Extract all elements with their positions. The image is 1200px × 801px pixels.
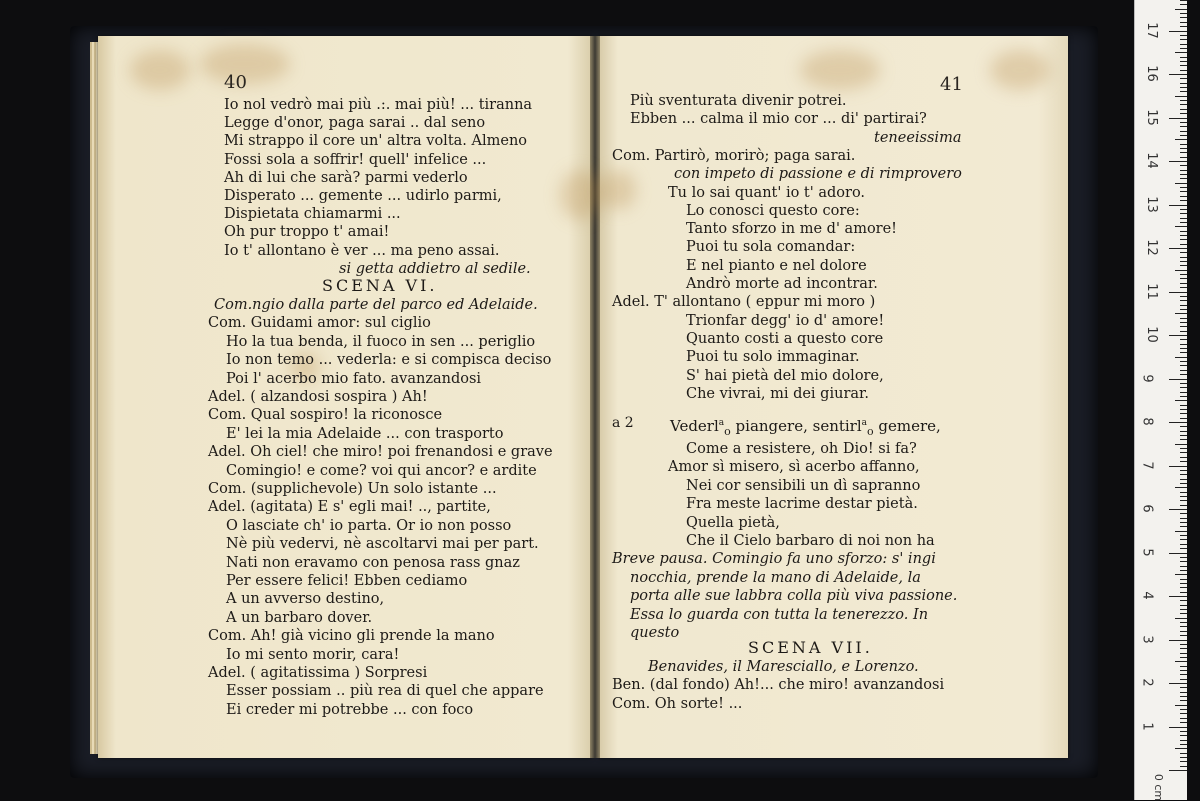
text-line: Come a resistere, oh Dio! si fa? [686, 441, 917, 457]
ruler-tick [1169, 205, 1187, 206]
text-line: Esser possiam .. più rea di quel che appare [226, 683, 544, 700]
ruler-tick [1169, 292, 1187, 293]
ruler-tick [1180, 635, 1187, 636]
text-line: con impeto di passione e di rimprovero [674, 166, 962, 183]
ruler-tick [1180, 70, 1187, 71]
ruler-tick [1169, 640, 1187, 641]
ruler-tick [1180, 261, 1187, 262]
ruler-tick [1180, 448, 1187, 449]
ruler-number: 17 [1143, 21, 1159, 39]
ruler-tick [1180, 657, 1187, 658]
duet-line: Vederl$^a_o$ piangere, sentirl$^a_o$ gemere, [670, 417, 941, 438]
ruler-tick [1180, 496, 1187, 497]
ruler-tick [1180, 483, 1187, 484]
text-line: Lo conosci questo core: [686, 202, 860, 219]
ruler-tick [1180, 670, 1187, 671]
ruler-tick [1175, 487, 1187, 488]
ruler-tick [1180, 557, 1187, 558]
ruler-number: 11 [1143, 282, 1159, 300]
text-line: Fra meste lacrime destar pietà. [686, 496, 918, 513]
text-line: Che vivrai, mi dei giurar. [686, 385, 869, 402]
text-line: questo [630, 625, 680, 641]
ruler-tick [1180, 35, 1187, 36]
ruler-tick [1180, 626, 1187, 627]
text-line: Fossi sola a soffrir! quell' infelice ... [224, 151, 487, 168]
ruler-tick [1180, 109, 1187, 110]
ruler-tick [1180, 0, 1187, 1]
ruler-tick [1175, 661, 1187, 662]
ruler-tick [1180, 57, 1187, 58]
text-line: S' hai pietà del mio dolore, [686, 367, 884, 384]
ruler-tick [1180, 78, 1187, 79]
ruler-tick [1180, 518, 1187, 519]
ruler-tick [1180, 187, 1187, 188]
ruler-tick [1180, 405, 1187, 406]
ruler-tick [1180, 492, 1187, 493]
ruler-tick [1180, 592, 1187, 593]
text-line: Andrò morte ad incontrar. [686, 276, 878, 292]
text-line: Com. Guidami amor: sul ciglio [208, 315, 431, 332]
text-line: Com. Ah! già vicino gli prende la mano [208, 628, 495, 645]
ruler-tick [1180, 370, 1187, 371]
ruler-tick [1169, 422, 1187, 423]
scene-heading: SCENA VII. [748, 638, 873, 657]
ruler-number: 5 [1139, 547, 1155, 557]
ruler-tick [1180, 17, 1187, 18]
ruler-tick [1169, 770, 1187, 771]
ruler-tick [1180, 252, 1187, 253]
ruler-tick [1169, 727, 1187, 728]
ruler-tick [1175, 400, 1187, 401]
ruler-number: 15 [1143, 108, 1159, 126]
ruler-tick [1175, 313, 1187, 314]
ruler-tick [1180, 274, 1187, 275]
text-line: Disperato ... gemente ... udirlo parmi, [224, 188, 502, 204]
text-line: Com.ngio dalla parte del parco ed Adelaide. [214, 297, 538, 313]
ruler-tick [1180, 178, 1187, 179]
ruler-tick [1180, 600, 1187, 601]
ruler-tick [1180, 318, 1187, 319]
ruler-tick [1180, 570, 1187, 571]
scene-heading: SCENA VI. [322, 276, 438, 295]
text-line: Poi l' acerbo mio fato. avanzandosi [226, 370, 482, 387]
text-line: Io nol vedrò mai più .:. mai più! ... tiranna [224, 97, 533, 113]
ruler-tick [1180, 409, 1187, 410]
text-line: Adel. T' allontano ( eppur mi moro ) [612, 294, 876, 311]
ruler-tick [1169, 31, 1187, 32]
text-line: Adel. ( alzandosi sospira ) Ah! [208, 389, 428, 405]
text-line: Nei cor sensibili un dì sapranno [686, 477, 921, 494]
ruler-tick [1180, 170, 1187, 171]
ruler-tick [1180, 22, 1187, 23]
ruler-tick [1180, 583, 1187, 584]
ruler-tick [1180, 526, 1187, 527]
ruler-number: 14 [1143, 152, 1159, 169]
ruler-tick [1180, 744, 1187, 745]
text-line: Ho la tua benda, il fuoco in sen ... periglio [226, 333, 536, 350]
ruler-tick [1180, 579, 1187, 580]
ruler-number: 1 [1139, 721, 1155, 731]
ruler-tick [1180, 505, 1187, 506]
ruler-tick [1169, 161, 1187, 162]
ruler-tick [1180, 548, 1187, 549]
ruler-tick [1180, 122, 1187, 123]
ruler-tick [1169, 596, 1187, 597]
ruler-tick [1180, 513, 1187, 514]
ruler-tick [1180, 100, 1187, 101]
ruler-tick [1180, 631, 1187, 632]
ruler-tick [1180, 87, 1187, 88]
ruler-tick [1180, 413, 1187, 414]
ruler-tick [1180, 679, 1187, 680]
ruler-tick [1180, 587, 1187, 588]
ruler-tick [1180, 191, 1187, 192]
ruler-number: 7 [1139, 460, 1155, 470]
ruler-number: 16 [1143, 65, 1159, 82]
text-line: Tanto sforzo in me d' amore! [686, 221, 898, 238]
text-line: A un avverso destino, [226, 591, 385, 608]
text-line: A un barbaro dover. [226, 609, 373, 626]
ruler-tick [1180, 735, 1187, 736]
ruler-tick [1180, 718, 1187, 719]
ruler-tick [1180, 435, 1187, 436]
text-line: porta alle sue labbra colla più viva passione. [630, 588, 958, 605]
ruler-tick [1180, 222, 1187, 223]
text-line: Che il Cielo barbaro di noi non ha [686, 533, 935, 549]
ruler-tick [1180, 305, 1187, 306]
ruler-tick [1180, 209, 1187, 210]
ruler-tick [1180, 83, 1187, 84]
ruler-tick [1180, 731, 1187, 732]
ruler-tick [1180, 157, 1187, 158]
ruler-tick [1180, 566, 1187, 567]
ruler-tick [1175, 705, 1187, 706]
ruler-tick [1169, 118, 1187, 119]
ruler-tick [1180, 104, 1187, 105]
text-line: O lasciate ch' io parta. Or io non posso [226, 517, 512, 534]
ruler-tick [1180, 13, 1187, 14]
ruler-tick [1180, 692, 1187, 693]
ruler-tick [1180, 152, 1187, 153]
ruler-tick [1180, 352, 1187, 353]
ruler-tick [1180, 457, 1187, 458]
text-line: Nati non eravamo con penosa rass gnaz [226, 554, 520, 571]
text-line: Essa lo guarda con tutta la tenerezzo. In [630, 606, 929, 623]
text-line: Adel. Oh ciel! che miro! poi frenandosi e grave [208, 444, 553, 461]
ruler-tick [1180, 461, 1187, 462]
text-line: E nel pianto e nel dolore [686, 257, 867, 274]
ruler-tick [1180, 674, 1187, 675]
foxing-stain [130, 50, 190, 90]
ruler-tick [1175, 531, 1187, 532]
ruler-tick [1180, 239, 1187, 240]
ruler-tick [1180, 113, 1187, 114]
text-line: Tu lo sai quant' io t' adoro. [668, 184, 866, 201]
text-line: Com. Qual sospiro! la riconosce [208, 407, 443, 424]
text-line: Ben. (dal fondo) Ah!... che miro! avanzandosi [612, 677, 945, 694]
ruler-tick [1175, 96, 1187, 97]
ruler-tick [1180, 265, 1187, 266]
text-line: E' lei la mia Adelaide ... con trasporto [226, 425, 504, 442]
ruler-tick [1180, 91, 1187, 92]
ruler-tick [1180, 283, 1187, 284]
ruler-tick [1180, 131, 1187, 132]
text-line: Io non temo ... vederla: e si compisca deciso [226, 352, 552, 369]
ruler-tick [1180, 753, 1187, 754]
ruler-tick [1169, 683, 1187, 684]
text-line: Benavides, il Maresciallo, e Lorenzo. [648, 659, 919, 675]
ruler-tick [1180, 218, 1187, 219]
ruler-tick [1180, 653, 1187, 654]
ruler-tick [1180, 374, 1187, 375]
text-line: Trionfar degg' io d' amore! [686, 312, 885, 329]
foxing-stain [990, 50, 1050, 90]
ruler-tick [1180, 174, 1187, 175]
ruler-tick [1180, 322, 1187, 323]
ruler-number: 2 [1139, 678, 1155, 687]
ruler-tick [1180, 470, 1187, 471]
ruler-tick [1180, 235, 1187, 236]
ruler-tick [1169, 553, 1187, 554]
ruler-tick [1180, 722, 1187, 723]
ruler-tick [1180, 648, 1187, 649]
ruler-tick [1180, 148, 1187, 149]
ruler-tick [1180, 396, 1187, 397]
ruler-tick [1175, 226, 1187, 227]
book-gutter [590, 36, 600, 758]
ruler-tick [1175, 52, 1187, 53]
left-page-number: 40 [224, 72, 247, 93]
ruler-tick [1180, 609, 1187, 610]
text-line: Comingio! e come? voi qui ancor? e ardite [226, 462, 537, 479]
ruler-number: 9 [1139, 373, 1155, 383]
ruler-tick [1180, 126, 1187, 127]
ruler-tick [1175, 748, 1187, 749]
ruler-tick [1175, 9, 1187, 10]
ruler-tick [1180, 309, 1187, 310]
text-line: Io mi sento morir, cara! [226, 646, 400, 663]
foxing-stain [560, 170, 600, 220]
ruler-tick [1180, 766, 1187, 767]
text-line: Puoi tu sola comandar: [686, 239, 856, 256]
text-line: teneeissima [874, 129, 962, 146]
ruler-tick [1180, 522, 1187, 523]
ruler-tick [1175, 574, 1187, 575]
ruler-tick [1180, 383, 1187, 384]
ruler-tick [1180, 474, 1187, 475]
ruler-tick [1180, 426, 1187, 427]
text-line: Amor sì misero, sì acerbo affanno, [668, 459, 920, 476]
ruler-tick [1180, 418, 1187, 419]
ruler-tick [1180, 431, 1187, 432]
ruler-tick [1180, 539, 1187, 540]
ruler-tick [1180, 287, 1187, 288]
ruler-tick [1180, 561, 1187, 562]
ruler-tick [1180, 331, 1187, 332]
ruler-tick [1180, 39, 1187, 40]
text-line: Legge d'onor, paga sarai .. dal seno [224, 115, 486, 132]
ruler-tick [1169, 335, 1187, 336]
ruler-number: 4 [1139, 591, 1155, 600]
text-line: Com. Partirò, morirò; paga sarai. [612, 147, 856, 164]
ruler-tick [1180, 613, 1187, 614]
ruler-tick [1180, 326, 1187, 327]
ruler-tick [1180, 26, 1187, 27]
ruler-tick [1180, 361, 1187, 362]
text-line: Quella pietà, [686, 514, 780, 531]
ruler-tick [1180, 296, 1187, 297]
ruler-tick [1169, 509, 1187, 510]
ruler-number: 10 [1143, 326, 1159, 343]
ruler-tick [1175, 444, 1187, 445]
ruler-tick [1169, 466, 1187, 467]
ruler-tick [1180, 257, 1187, 258]
ruler-tick [1180, 757, 1187, 758]
ruler-tick [1180, 344, 1187, 345]
ruler-tick [1180, 644, 1187, 645]
text-line: Ei creder mi potrebbe ... con foco [226, 701, 474, 718]
text-line: Adel. (agitata) E s' egli mai! .., partite, [208, 499, 491, 516]
foxing-stain [600, 170, 636, 210]
ruler-number: 12 [1143, 239, 1159, 256]
foxing-stain [800, 50, 880, 90]
ruler-tick [1180, 535, 1187, 536]
ruler-tick [1180, 339, 1187, 340]
text-line: nocchia, prende la mano di Adelaide, la [630, 569, 921, 586]
ruler-tick [1180, 761, 1187, 762]
ruler-tick [1180, 666, 1187, 667]
ruler-tick [1180, 244, 1187, 245]
ruler-tick [1180, 687, 1187, 688]
text-line: Ah di lui che sarà? parmi vederlo [224, 169, 468, 186]
text-line: Com. Oh sorte! ... [612, 695, 743, 712]
ruler-tick [1180, 4, 1187, 5]
text-line: Io t' allontano è ver ... ma peno assai. [224, 242, 500, 259]
ruler-tick [1175, 183, 1187, 184]
ruler-tick [1180, 231, 1187, 232]
text-line: Nè più vedervi, nè ascoltarvi mai per part. [226, 536, 539, 553]
text-line: Dispietata chiamarmi ... [224, 206, 401, 223]
ruler-tick [1180, 387, 1187, 388]
text-line: Puoi tu solo immaginar. [686, 349, 860, 366]
measuring-ruler [1134, 0, 1187, 800]
text-line: si getta addietro al sedile. [339, 260, 531, 277]
text-line: Ebben ... calma il mio cor ... di' partirai? [630, 111, 927, 128]
ruler-tick [1180, 300, 1187, 301]
text-line: Quanto costi a questo core [686, 330, 884, 347]
ruler-tick [1180, 605, 1187, 606]
ruler-tick [1180, 622, 1187, 623]
text-line: Adel. ( agitatissima ) Sorpresi [208, 665, 428, 681]
ruler-unit-label: 0 cm [1152, 773, 1166, 801]
ruler-tick [1175, 139, 1187, 140]
duet-label: a 2 [612, 415, 634, 431]
ruler-tick [1175, 618, 1187, 619]
ruler-tick [1169, 74, 1187, 75]
ruler-tick [1180, 696, 1187, 697]
text-line: Mi strappo il core un' altra volta. Almeno [224, 133, 528, 150]
ruler-tick [1180, 196, 1187, 197]
ruler-tick [1180, 278, 1187, 279]
ruler-number: 13 [1143, 195, 1159, 213]
text-line: Più sventurata divenir potrei. [630, 93, 847, 109]
ruler-tick [1180, 144, 1187, 145]
ruler-tick [1180, 200, 1187, 201]
ruler-tick [1180, 61, 1187, 62]
ruler-tick [1180, 213, 1187, 214]
ruler-tick [1175, 270, 1187, 271]
ruler-tick [1180, 439, 1187, 440]
ruler-tick [1180, 452, 1187, 453]
ruler-tick [1180, 165, 1187, 166]
ruler-tick [1180, 740, 1187, 741]
ruler-number: 6 [1139, 504, 1155, 513]
ruler-number: 3 [1139, 634, 1155, 644]
ruler-tick [1169, 248, 1187, 249]
ruler-tick [1180, 44, 1187, 45]
ruler-tick [1180, 700, 1187, 701]
ruler-tick [1180, 365, 1187, 366]
ruler-tick [1180, 135, 1187, 136]
ruler-tick [1180, 392, 1187, 393]
ruler-tick [1180, 479, 1187, 480]
ruler-tick [1180, 500, 1187, 501]
text-line: Com. (supplichevole) Un solo istante ... [208, 481, 497, 497]
ruler-tick [1180, 348, 1187, 349]
ruler-tick [1180, 544, 1187, 545]
ruler-tick [1180, 48, 1187, 49]
ruler-tick [1169, 379, 1187, 380]
ruler-tick [1175, 357, 1187, 358]
ruler-tick [1180, 713, 1187, 714]
text-line: Breve pausa. Comingio fa uno sforzo: s' ingi [612, 551, 936, 568]
right-page-number: 41 [940, 74, 963, 95]
text-line: Per essere felici! Ebben cediamo [226, 573, 468, 589]
ruler-tick [1180, 709, 1187, 710]
text-line: Oh pur troppo t' amai! [224, 224, 390, 241]
ruler-tick [1180, 65, 1187, 66]
ruler-number: 8 [1139, 417, 1155, 426]
